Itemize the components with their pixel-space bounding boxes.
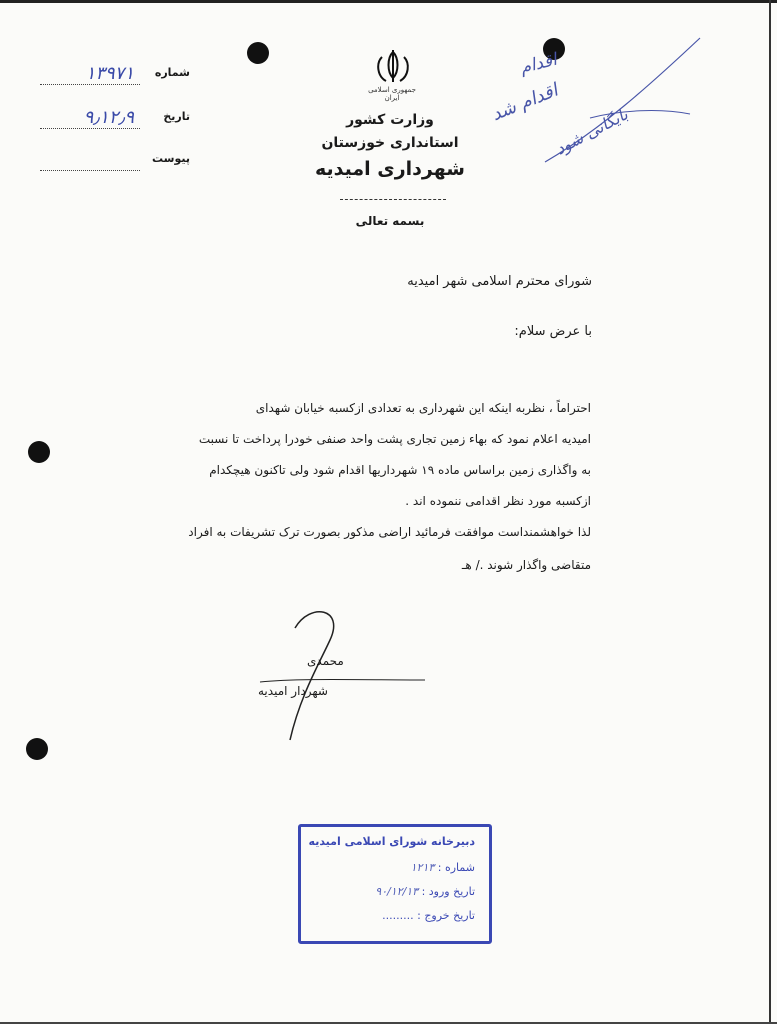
letter-greeting: با عرض سلام: bbox=[514, 324, 592, 339]
handwritten-note: بایگانی شود bbox=[552, 104, 631, 159]
stamp-number-row bbox=[411, 861, 475, 874]
stamp-entry-row bbox=[375, 885, 475, 898]
punch-hole bbox=[247, 42, 269, 64]
stamp-entry-label: تاریخ ورود : bbox=[421, 885, 475, 898]
handwritten-note: اقدام شد bbox=[488, 79, 561, 126]
body-line: لذا خواهشمنداست موافقت فرمائید اراضی مذکور بصورت ترک تشریفات به افراد bbox=[188, 525, 591, 539]
number-line bbox=[40, 84, 140, 85]
signatory-title: شهردار امیدیه bbox=[258, 684, 328, 698]
number-row bbox=[40, 64, 190, 88]
stamp-title: دبیرخانه شورای اسلامی امیدیه bbox=[308, 835, 475, 848]
signatory-name: محمدی bbox=[307, 654, 344, 668]
stamp-number-value: ۱۲۱۳ bbox=[410, 861, 435, 874]
emblem-caption: جمهوری اسلامی ایران bbox=[368, 86, 416, 102]
stamp-exit-row bbox=[382, 909, 475, 922]
attachment-row bbox=[40, 150, 190, 174]
date-value: ۹٫۱۲٫۹ bbox=[83, 107, 134, 128]
stamp-exit-value: ......... bbox=[382, 909, 414, 922]
punch-hole bbox=[28, 441, 50, 463]
date-label: تاریخ bbox=[163, 110, 190, 123]
municipality-title: شهرداری امیدیه bbox=[315, 158, 465, 180]
body-line: احتراماً ، نظربه اینکه این شهرداری به تعدادی ازکسبه خیابان شهدای bbox=[255, 401, 591, 415]
body-line: ازکسبه مورد نظر اقدامی ننموده اند . bbox=[405, 494, 591, 508]
signature-scribble bbox=[240, 600, 430, 750]
letter-addressee: شورای محترم اسلامی شهر امیدیه bbox=[407, 274, 592, 289]
number-value: ۱۳۹۷۱ bbox=[85, 63, 134, 84]
stamp-number-label: شماره : bbox=[437, 861, 475, 874]
province-title: استانداری خوزستان bbox=[321, 135, 459, 151]
attachment-line bbox=[40, 170, 140, 171]
header-divider bbox=[340, 199, 446, 200]
scan-edge-top bbox=[0, 0, 777, 3]
body-line: متقاضی واگذار شوند ./ هـ bbox=[461, 558, 591, 572]
ministry-title: وزارت کشور bbox=[346, 112, 434, 128]
number-label: شماره bbox=[154, 66, 190, 79]
secretariat-stamp bbox=[298, 824, 492, 944]
stamp-exit-label: تاریخ خروج : bbox=[417, 909, 475, 922]
body-line: امیدیه اعلام نمود که بهاء زمین تجاری پشت واحد صنفی خودرا پرداخت تا نسبت bbox=[198, 432, 591, 446]
date-row bbox=[40, 108, 190, 132]
date-line bbox=[40, 128, 140, 129]
stamp-entry-value: ۹۰/۱۲/۱۳ bbox=[375, 885, 419, 898]
body-line: به واگذاری زمین براساس ماده ۱۹ شهرداریها اقدام شود ولی تاکنون هیچکدام bbox=[209, 463, 591, 477]
invocation: بسمه تعالی bbox=[355, 214, 425, 228]
scan-edge-right bbox=[769, 0, 771, 1024]
punch-hole bbox=[26, 738, 48, 760]
handwritten-stroke bbox=[540, 30, 710, 180]
handwritten-note: اقدام bbox=[518, 49, 559, 79]
attachment-label: پیوست bbox=[152, 152, 190, 165]
